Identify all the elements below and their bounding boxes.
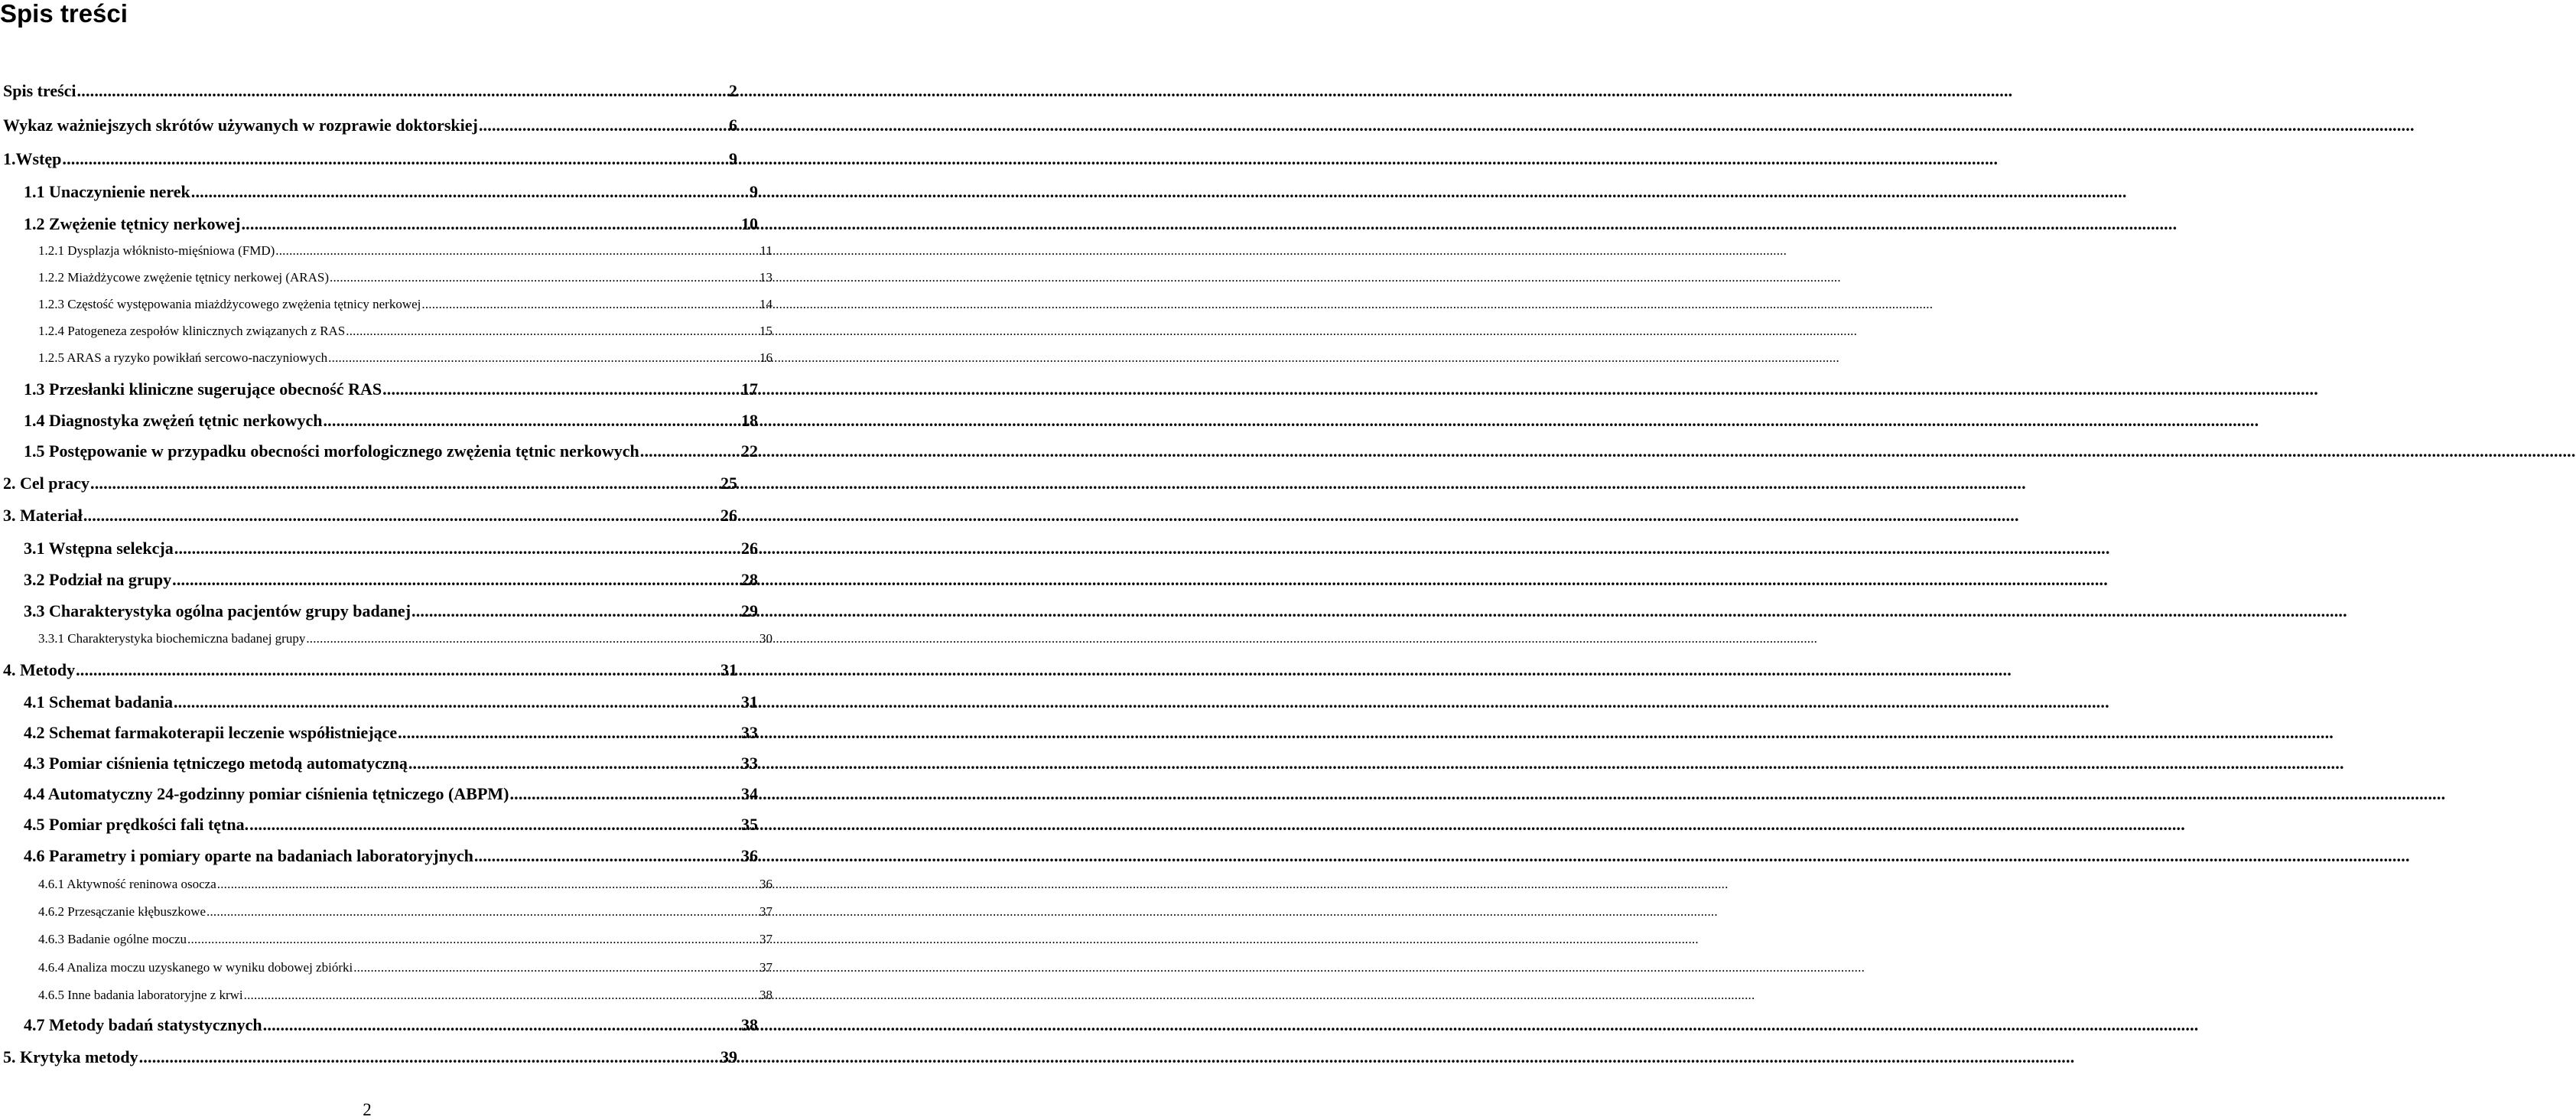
toc-entry-page: 16 bbox=[759, 350, 772, 365]
toc-entry[interactable] bbox=[0, 270, 772, 285]
toc-entry-page: 22 bbox=[741, 441, 758, 461]
toc-entry-label: 4.6.3 Badanie ogólne moczu bbox=[38, 932, 187, 946]
dot-leader bbox=[174, 539, 740, 558]
toc-entry[interactable] bbox=[0, 539, 758, 558]
dot-leader bbox=[244, 988, 758, 1003]
dot-leader bbox=[83, 506, 719, 526]
dot-leader bbox=[174, 692, 740, 712]
toc-entry-label: 1.3 Przesłanki kliniczne sugerujące obecność RAS bbox=[24, 379, 382, 399]
toc-entry[interactable] bbox=[0, 723, 758, 743]
toc-entry[interactable] bbox=[0, 81, 737, 101]
toc-entry-label: 4.2 Schemat farmakoterapii leczenie współistniejące bbox=[24, 723, 398, 742]
toc-entry-label: 1.4 Diagnostyka zwężeń tętnic nerkowych bbox=[24, 411, 323, 430]
toc-entry[interactable] bbox=[0, 116, 737, 135]
dot-leader bbox=[90, 474, 719, 493]
toc-entry-label: 4.4 Automatyczny 24-godzinny pomiar ciśnienia tętniczego (ABPM) bbox=[24, 784, 509, 803]
toc-entry-page: 25 bbox=[720, 474, 737, 493]
toc-entry-page: 9 bbox=[750, 182, 758, 201]
toc-entry-page: 36 bbox=[759, 877, 772, 891]
dot-leader bbox=[346, 324, 758, 339]
toc-entry[interactable] bbox=[0, 784, 758, 804]
toc-entry-page: 31 bbox=[720, 660, 737, 679]
toc-entry-page: 11 bbox=[759, 243, 772, 258]
toc-entry-page: 35 bbox=[741, 815, 758, 834]
toc-entry-label: 2. Cel pracy bbox=[3, 474, 90, 493]
toc-entry[interactable] bbox=[0, 815, 758, 835]
dot-leader bbox=[421, 297, 758, 312]
dot-leader bbox=[479, 116, 727, 135]
toc-entry-page: 36 bbox=[741, 846, 758, 865]
toc-entry-label: 4.6 Parametry i pomiary oparte na badaniach laboratoryjnych bbox=[24, 846, 473, 865]
toc-entry-page: 28 bbox=[741, 570, 758, 589]
toc-entry[interactable] bbox=[0, 243, 772, 259]
toc-entry-page: 38 bbox=[741, 1015, 758, 1034]
toc-entry-label: 4.6.2 Przesączanie kłębuszkowe bbox=[38, 904, 207, 919]
dot-leader bbox=[207, 904, 758, 920]
toc-entry-page: 10 bbox=[741, 214, 758, 233]
toc-entry-page: 37 bbox=[759, 960, 772, 975]
dot-leader bbox=[328, 350, 758, 366]
toc-entry-label: 1.2.5 ARAS a ryzyko powikłań sercowo-naczyniowych bbox=[38, 350, 328, 365]
toc-entry-page: 2 bbox=[729, 81, 737, 100]
toc-entry-label: 4.6.1 Aktywność reninowa osocza bbox=[38, 877, 216, 891]
toc-entry[interactable] bbox=[0, 692, 758, 712]
toc-entry-page: 18 bbox=[741, 411, 758, 430]
toc-entry[interactable] bbox=[0, 441, 758, 461]
toc-entry[interactable] bbox=[0, 297, 772, 312]
toc-entry-label: 1.1 Unaczynienie nerek bbox=[24, 182, 190, 201]
dot-leader bbox=[330, 270, 758, 285]
toc-entry-label: 3.3 Charakterystyka ogólna pacjentów grupy badanej bbox=[24, 601, 411, 620]
dot-leader bbox=[382, 379, 740, 399]
toc-entry-label: 4.6.5 Inne badania laboratoryjne z krwi bbox=[38, 988, 243, 1002]
toc-entry-page: 15 bbox=[759, 324, 772, 338]
toc-entry[interactable] bbox=[0, 324, 772, 339]
page-number: 2 bbox=[363, 1100, 372, 1119]
toc-entry-label: 5. Krytyka metody bbox=[3, 1047, 138, 1066]
toc-entry[interactable] bbox=[0, 846, 758, 866]
toc-entry-label: 4.1 Schemat badania bbox=[24, 692, 173, 711]
dot-leader bbox=[77, 81, 727, 101]
dot-leader bbox=[217, 877, 758, 892]
toc-entry-label: 3.2 Podział na grupy bbox=[24, 570, 172, 589]
toc-entry-page: 17 bbox=[741, 379, 758, 399]
dot-leader bbox=[323, 411, 740, 431]
dot-leader bbox=[172, 570, 740, 590]
dot-leader bbox=[509, 784, 740, 804]
toc-entry[interactable] bbox=[0, 754, 758, 773]
table-of-contents bbox=[0, 0, 772, 1118]
toc-entry-label: Spis treści bbox=[3, 81, 76, 100]
dot-leader bbox=[76, 660, 719, 680]
toc-entry-page: 26 bbox=[741, 539, 758, 558]
toc-entry-label: 4.6.4 Analiza moczu uzyskanego w wyniku dobowej zbiórki bbox=[38, 960, 353, 975]
dot-leader bbox=[408, 754, 740, 773]
dot-leader bbox=[249, 815, 740, 835]
dot-leader bbox=[353, 960, 758, 975]
toc-entry-label: 1.2 Zwężenie tętnicy nerkowej bbox=[24, 214, 241, 233]
toc-entry-label: 1.Wstęp bbox=[3, 149, 62, 168]
toc-entry-page: 9 bbox=[729, 149, 737, 168]
toc-entry-page: 14 bbox=[759, 297, 772, 311]
toc-entry-page: 39 bbox=[720, 1047, 737, 1066]
toc-entry-page: 37 bbox=[759, 904, 772, 919]
dot-leader bbox=[62, 149, 727, 169]
dot-leader bbox=[263, 1015, 740, 1035]
page-title: Spis treści bbox=[0, 0, 128, 28]
toc-entry[interactable] bbox=[0, 379, 758, 399]
toc-entry-page: 29 bbox=[741, 601, 758, 620]
toc-entry[interactable] bbox=[0, 631, 772, 646]
toc-entry[interactable] bbox=[0, 877, 772, 892]
toc-entry[interactable] bbox=[0, 350, 772, 366]
toc-entry-page: 26 bbox=[720, 506, 737, 525]
toc-entry[interactable] bbox=[0, 411, 758, 431]
toc-entry-label: 1.2.3 Częstość występowania miażdżycowego zwężenia tętnicy nerkowej bbox=[38, 297, 421, 311]
toc-entry-label: 1.2.1 Dysplazja włóknisto-mięśniowa (FMD) bbox=[38, 243, 275, 258]
dot-leader bbox=[187, 932, 758, 947]
dot-leader bbox=[191, 182, 748, 202]
toc-entry-page: 34 bbox=[741, 784, 758, 803]
toc-entry[interactable] bbox=[0, 660, 737, 680]
toc-entry-page: 6 bbox=[729, 116, 737, 135]
toc-entry-page: 33 bbox=[741, 754, 758, 773]
toc-entry-label: Wykaz ważniejszych skrótów używanych w rozprawie doktorskiej bbox=[3, 116, 478, 135]
toc-entry[interactable] bbox=[0, 1047, 737, 1067]
toc-entry-page: 37 bbox=[759, 932, 772, 946]
toc-entry[interactable] bbox=[0, 988, 772, 1003]
toc-entry[interactable] bbox=[0, 904, 772, 920]
toc-entry-label: 4.3 Pomiar ciśnienia tętniczego metodą automatyczną bbox=[24, 754, 408, 773]
toc-entry[interactable] bbox=[0, 932, 772, 947]
toc-entry-page: 30 bbox=[759, 631, 772, 646]
toc-entry-page: 38 bbox=[759, 988, 772, 1002]
toc-entry-label: 1.2.4 Patogeneza zespołów klinicznych związanych z RAS bbox=[38, 324, 346, 338]
toc-entry[interactable] bbox=[0, 214, 758, 234]
toc-entry[interactable] bbox=[0, 506, 737, 526]
toc-entry[interactable] bbox=[0, 149, 737, 169]
toc-entry-label: 3.3.1 Charakterystyka biochemiczna badanej grupy bbox=[38, 631, 306, 646]
dot-leader bbox=[640, 441, 740, 461]
toc-entry-label: 1.5 Postępowanie w przypadku obecności morfologicznego zwężenia tętnic nerkowych bbox=[24, 441, 639, 461]
dot-leader bbox=[139, 1047, 719, 1067]
dot-leader bbox=[474, 846, 740, 866]
toc-entry[interactable] bbox=[0, 960, 772, 975]
toc-entry-label: 4. Metody bbox=[3, 660, 76, 679]
toc-entry-label: 3. Materiał bbox=[3, 506, 83, 525]
toc-entry-page: 33 bbox=[741, 723, 758, 742]
toc-entry[interactable] bbox=[0, 182, 758, 202]
dot-leader bbox=[398, 723, 740, 743]
dot-leader bbox=[306, 631, 758, 646]
toc-entry-label: 4.7 Metody badań statystycznych bbox=[24, 1015, 262, 1034]
toc-entry-page: 31 bbox=[741, 692, 758, 711]
toc-entry-page: 13 bbox=[759, 270, 772, 285]
toc-entry[interactable] bbox=[0, 474, 737, 493]
toc-entry[interactable] bbox=[0, 570, 758, 590]
toc-entry-label: 1.2.2 Miażdżycowe zwężenie tętnicy nerkowej (ARAS) bbox=[38, 270, 330, 285]
toc-entry-label: 3.1 Wstępna selekcja bbox=[24, 539, 174, 558]
toc-entry-label: 4.5 Pomiar prędkości fali tętna. bbox=[24, 815, 249, 834]
dot-leader bbox=[241, 214, 740, 234]
toc-entry[interactable] bbox=[0, 1015, 758, 1035]
dot-leader bbox=[275, 243, 758, 259]
toc-entry[interactable] bbox=[0, 601, 758, 621]
dot-leader bbox=[411, 601, 740, 621]
